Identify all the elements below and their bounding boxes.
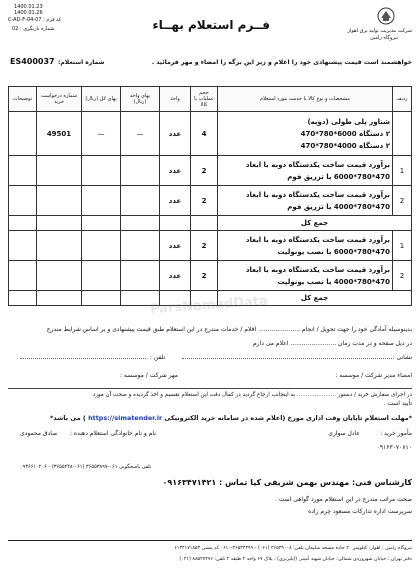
cell-request-no: 49501 — [37, 112, 82, 156]
buyer-mobile: ۰۹۱۶۳۰۷۰۸۱۰ — [376, 444, 412, 451]
cell-row-num: 1 — [393, 156, 412, 186]
inquiry-number: ES400037 — [10, 57, 55, 66]
company-seal-label: مهر شرکت / موسسه : — [120, 372, 178, 379]
cell-row-num: 1 — [393, 231, 412, 261]
date-1: 1400.01.23 — [14, 4, 43, 10]
cell-desc — [218, 156, 393, 186]
phone-label: تلفن : — [150, 354, 166, 361]
contact-phones: تلفن پاسخگویی ۰۶۱-۳۶۵۵۳۸۹۷ (۰۶۱-۳۶۵۵۲۴۸) - ۰۹۳۶۶۱۰۲۰۶ — [20, 464, 152, 470]
announce-suffix: ) می باشد* — [49, 414, 86, 422]
sum-cell — [9, 216, 37, 231]
commitment-line-2: در ذیل صفحه و در مدت زمان ........................ اعلام می دارم — [252, 340, 412, 347]
cell-unit-price[interactable]: — — [121, 112, 160, 156]
address-field[interactable] — [182, 358, 392, 359]
desc-line: برآورد قیمت ساخت یکدستگاه دوبه با ابعاد — [245, 235, 390, 244]
form-code: کد فرم : C-AD-F-04-07 — [8, 17, 62, 23]
cell-row-num — [393, 112, 412, 156]
cell-qty: 2 — [191, 231, 218, 261]
cell-unit: عدد — [160, 231, 191, 261]
sum-cell — [9, 291, 37, 306]
cell-request-no — [37, 156, 82, 186]
col-notes: توضیحات — [9, 87, 37, 112]
cell-total-price[interactable] — [82, 186, 121, 216]
phone-field[interactable] — [20, 358, 146, 359]
sum-cell — [37, 216, 82, 231]
order-note-1: در اجرای سفارش خرید / دستور ...................... به اینجانب ارجاع گردید در کمال دقت این استعلام تقسیم و اخذ گردیده و صحت آن مورد — [92, 392, 412, 398]
col-row: ردیف — [393, 87, 412, 112]
col-total-price: بهای کل (ریال) — [82, 87, 121, 112]
bottom-divider — [8, 540, 412, 541]
address-label: نشانی : — [392, 354, 412, 361]
cell-total-price[interactable] — [82, 231, 121, 261]
cell-unit: عدد — [160, 112, 191, 156]
sum-label: جمع کل — [218, 216, 412, 231]
announce-prefix: *مهلت استعلام تاپایان وقت اداری مورخ (اعلام شده در سامانه خرید الکترونیکی — [164, 414, 412, 422]
sum-cell — [121, 216, 160, 231]
sum-total-cell[interactable] — [82, 216, 121, 231]
table-header-row — [9, 87, 412, 112]
buyer-name: عادل سواری — [328, 430, 360, 437]
desc-line: برآورد قیمت ساخت یکدستگاه دوبه با ابعاد — [245, 190, 390, 199]
procurement-head-line: سرپرست اداره تدارکات مسعود چرم زاده — [308, 508, 412, 515]
address-line-2: دفتر تهران : خیابان شهروردی شمالی: خیابان شهید آمینی (اپلیرنزی) ، پلاک ۶۷ واحد ۲ طبقه ۲ تلفن: ۸۸۵۲۷۴۷۶ (۰۲۱) — [179, 557, 412, 562]
sum-cell — [160, 216, 191, 231]
cell-total-price[interactable] — [82, 261, 121, 291]
acceptance-line: صحت مراتب مندرج در این استعلام مورد گواهی است . — [274, 496, 412, 503]
inquirer-name: صادق محمودی — [20, 430, 58, 437]
sum-total-cell[interactable] — [82, 291, 121, 306]
inquirer-label: نام و نام خانوادگی استعلام دهنده : — [70, 430, 156, 437]
cell-unit-price[interactable] — [121, 231, 160, 261]
cell-request-no — [37, 261, 82, 291]
cell-total-price[interactable]: — — [82, 112, 121, 156]
table-row — [9, 112, 412, 156]
revision-number: شماره بازنگری : 02 — [12, 26, 55, 32]
cell-unit-price[interactable] — [121, 261, 160, 291]
cell-notes[interactable] — [9, 231, 37, 261]
col-request-no: شماره درخواست خرید — [37, 87, 82, 112]
cell-qty: 2 — [191, 261, 218, 291]
company-logo-icon — [374, 6, 398, 26]
desc-line: ۲ دستگاه 6000*780*470 — [300, 129, 390, 138]
cell-row-num: 2 — [393, 261, 412, 291]
intro-text: خواهشمند است قیمت پیشنهادی خود را اعلام و زیر این برگه را امضاء و مهر فرمائید . — [151, 59, 412, 66]
cell-qty: 4 — [191, 112, 218, 156]
cell-unit-price[interactable] — [121, 186, 160, 216]
col-qty: حجم عملیات یا کالا — [191, 87, 218, 112]
divider — [8, 388, 412, 389]
cell-unit: عدد — [160, 261, 191, 291]
cell-notes[interactable] — [9, 186, 37, 216]
order-note-2: تأیید است . — [383, 400, 412, 407]
col-unit-price: بهای واحد (ریال) — [121, 87, 160, 112]
desc-line: شناور پلی طولی (دوبه) — [307, 117, 390, 126]
table-row — [9, 231, 412, 261]
cell-qty: 2 — [191, 156, 218, 186]
cell-desc — [218, 112, 393, 156]
simatender-link[interactable]: https://simatender.ir — [88, 414, 163, 422]
table-row — [9, 186, 412, 216]
items-table — [8, 86, 412, 306]
table-row — [9, 156, 412, 186]
desc-line: 470*780*6000 با نصب یونولیت — [277, 247, 390, 256]
sum-cell — [37, 291, 82, 306]
col-desc: مشخصات و نوع کالا یا خدمت مورد استعلام — [218, 87, 393, 112]
cell-unit: عدد — [160, 186, 191, 216]
cell-request-no — [37, 186, 82, 216]
cell-total-price[interactable] — [82, 156, 121, 186]
cell-request-no — [37, 231, 82, 261]
desc-line: برآورد قیمت ساخت یکدستگاه دوبه با ابعاد — [245, 265, 390, 274]
desc-line: ۲ دستگاه 4000*780*470 — [300, 141, 390, 150]
director-signature-label: امضاء مدیر شرکت / موسسه : — [335, 372, 412, 379]
cell-unit: عدد — [160, 156, 191, 186]
cell-qty: 2 — [191, 186, 218, 216]
deadline-announcement — [50, 414, 412, 422]
desc-line: 470*780*4000 با نصب یونولیت — [277, 277, 390, 286]
sum-cell — [191, 216, 218, 231]
desc-line: 470*780*4000 با تزریق فوم — [287, 202, 390, 211]
company-name: شرکت مدیریت تولید برق اهواز — [347, 28, 412, 34]
cell-desc — [218, 231, 393, 261]
watermark: ParsNamadData — [149, 293, 269, 318]
company-subname: نیروگاه رامین — [370, 35, 398, 41]
buyer-label: مأمور خرید : — [380, 430, 412, 437]
cell-notes[interactable] — [9, 156, 37, 186]
technical-expert-line: کارشناس فنی: مهندس بهمن شریفی کیا تماس : ۰۹۱۶۳۴۷۱۴۲۱ — [162, 478, 412, 487]
desc-line: 470*780*6000 با تزریق فوم — [287, 172, 390, 181]
sum-row — [9, 216, 412, 231]
col-unit: واحد — [160, 87, 191, 112]
cell-desc — [218, 261, 393, 291]
sum-label: جمع کل — [218, 291, 412, 306]
address-line-1: نیروگاه رامین : اهواز: کیلومتر ۲۰ جاده مسجد سلیمان تلفن: ۳۶۵۳۹۰۰۸ (۰۶۱) - ۳۶۵۳۴۳۹۹-۰۶۱۰ کد پستی ۶۱۳۴۱۷۱۸۵۳ — [174, 546, 412, 551]
cell-notes[interactable] — [9, 261, 37, 291]
cell-notes[interactable] — [9, 112, 37, 156]
cell-unit-price[interactable] — [121, 156, 160, 186]
commitment-line-1: بدینوسیله آمادگی خود را جهت تحویل / انجام ...................... اقلام / خدمات مندرج در این استعلام طبق قیمت پیشنهادی و بر اساس شرایط مندرج — [46, 326, 412, 333]
form-title: فــرم استعلام بهــاء — [152, 18, 270, 32]
desc-line: برآورد قیمت ساخت یکدستگاه دوبه با ابعاد — [245, 160, 390, 169]
cell-row-num: 2 — [393, 186, 412, 216]
inquiry-label: شماره استعلام: — [58, 59, 105, 66]
table-row — [9, 261, 412, 291]
cell-desc — [218, 186, 393, 216]
date-2: 1400.01.26 — [14, 10, 43, 16]
